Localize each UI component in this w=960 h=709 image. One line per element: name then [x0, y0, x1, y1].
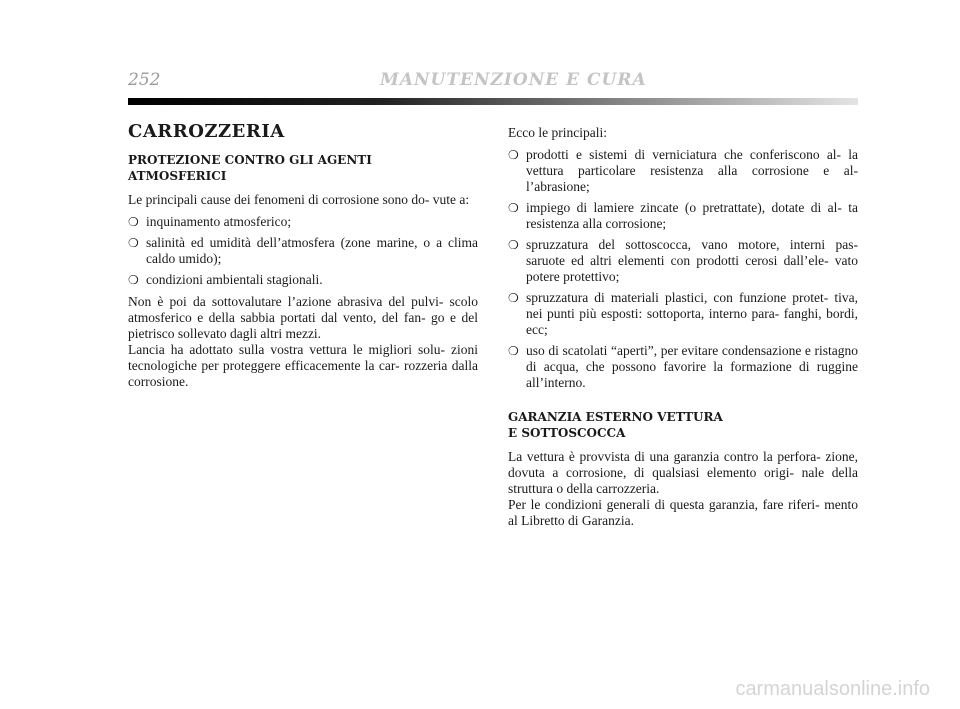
subheading-garanzia — [508, 409, 858, 441]
bullet-icon: ❍ — [128, 215, 139, 229]
subheading-line-1: GARANZIA ESTERNO VETTURA — [508, 410, 723, 424]
spacer — [508, 397, 858, 409]
list-item-text: spruzzatura del sottoscocca, vano motore, interni pas- saruote ed altri elementi con prodotti cerosi dall’ele- vato potere protettivo; — [526, 237, 858, 284]
lancia-paragraph: Lancia ha adottato sulla vostra vettura le migliori solu- zioni tecnologiche per proteggere efficacemente la car- rozzeria dalla corrosione. — [128, 342, 478, 389]
header-rule — [128, 98, 858, 105]
bullet-icon: ❍ — [128, 273, 139, 287]
subheading-line-2: ATMOSFERICI — [128, 169, 227, 183]
bullet-icon: ❍ — [508, 201, 519, 215]
intro-paragraph: Ecco le principali: — [508, 125, 607, 140]
list-item-text: prodotti e sistemi di verniciatura che conferiscono al- la vettura particolare resistenza alla corrosione e al- l’abrasione; — [526, 147, 858, 194]
list-item — [128, 272, 478, 288]
section-title: CARROZZERIA — [128, 121, 285, 142]
page-number: 252 — [128, 70, 161, 90]
solutions-list — [508, 147, 858, 391]
bullet-icon: ❍ — [508, 291, 519, 305]
list-item — [508, 343, 858, 391]
list-item — [508, 147, 858, 195]
list-item — [128, 214, 478, 230]
abrasion-paragraph: Non è poi da sottovalutare l’azione abrasiva del pulvi- scolo atmosferico e della sabbia portati dal vento, del fan- go e del pietrisco sollevato dagli altri mezzi. — [128, 294, 478, 341]
warranty-paragraph: La vettura è provvista di una garanzia contro la perfora- zione, dovuta a corrosione, di qualsiasi elemento origi- nale della struttura o della carrozzeria. — [508, 449, 858, 496]
subheading-line-1: PROTEZIONE CONTRO GLI AGENTI — [128, 153, 372, 167]
bullet-icon: ❍ — [508, 344, 519, 358]
causes-list — [128, 214, 478, 288]
left-column — [128, 121, 478, 396]
list-item-text: impiego di lamiere zincate (o pretrattate), dotate di al- ta resistenza alla corrosione; — [526, 200, 858, 231]
warranty-reference-paragraph: Per le condizioni generali di questa garanzia, fare riferi- mento al Libretto di Garanzia. — [508, 497, 858, 528]
subheading-line-2: E SOTTOSCOCCA — [508, 426, 626, 440]
bullet-icon: ❍ — [128, 236, 139, 250]
right-column — [508, 125, 858, 535]
list-item-text: condizioni ambientali stagionali. — [146, 272, 323, 287]
watermark: carmanualsonline.info — [735, 678, 930, 700]
subheading-protezione — [128, 152, 478, 184]
bullet-icon: ❍ — [508, 148, 519, 162]
bullet-icon: ❍ — [508, 238, 519, 252]
running-header: MANUTENZIONE E CURA — [380, 70, 647, 90]
list-item-text: spruzzatura di materiali plastici, con funzione protet- tiva, nei punti più esposti: sottoporta, interno para- fanghi, bordi, ecc; — [526, 290, 858, 337]
list-item-text: salinità ed umidità dell’atmosfera (zone marine, o a clima caldo umido); — [146, 235, 478, 266]
list-item-text: inquinamento atmosferico; — [146, 214, 292, 229]
list-item — [508, 200, 858, 232]
list-item — [508, 237, 858, 285]
list-item — [508, 290, 858, 338]
list-item-text: uso di scatolati “aperti”, per evitare condensazione e ristagno di acqua, che possono favorire la formazione di ruggine all’interno. — [526, 343, 858, 390]
list-item — [128, 235, 478, 267]
intro-paragraph: Le principali cause dei fenomeni di corrosione sono do- vute a: — [128, 192, 470, 207]
